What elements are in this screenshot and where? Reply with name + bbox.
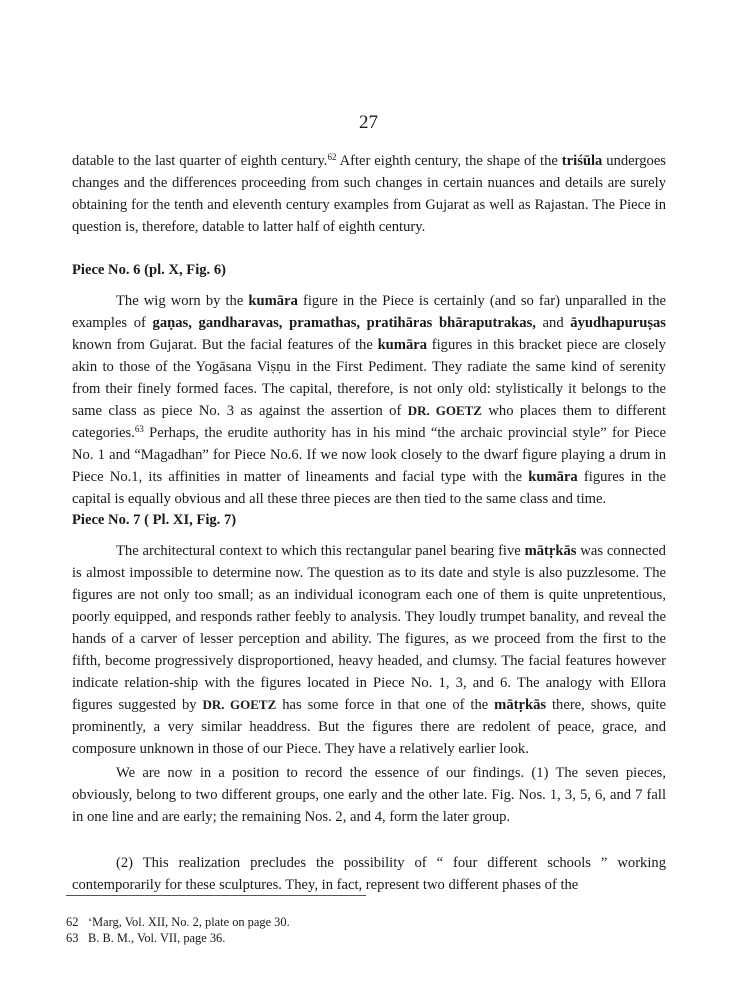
term-trisula: triśūla <box>561 153 603 169</box>
text: figures in the capital is equally obvious and all these three pieces are then tied to the same class and time. <box>72 469 667 507</box>
term-matrkas: mātṛkās <box>524 543 577 559</box>
term-kumara: kumāra <box>528 469 578 485</box>
text: there, shows, quite prominently, a very similar headdress. But the figures there are redolent of peace, grace, and composure unknown in those of our Piece. They have a relatively earlier look. <box>72 697 666 757</box>
paragraph-findings-1: We are now in a position to record the essence of our findings. (1) The seven pieces, obviously, belong to two different groups, one early and the other late. Fig. Nos. 1, 3, 5, 6, and 7 fall in one line and are early; the remaining Nos. 2, and 4, form the later group. <box>72 765 666 825</box>
text: has some force in that one of the <box>276 697 495 713</box>
text: Perhaps, the erudite authority has in his mind “the archaic provincial style” for Piece No. 1 and “Magadhan” for Piece No.6. If we now look closely to the dwarf figure playing a drum in Piece No.1, its affinities in matter of lineaments and facial type with the <box>72 425 666 485</box>
footnote-number: 62 <box>66 915 79 929</box>
author-goetz: DR. GOETZ <box>202 697 277 712</box>
text: and <box>535 315 571 331</box>
text: known from Gujarat. But the facial features of the <box>72 337 378 353</box>
text: was connected is almost impossible to determine now. The question as to its date and style is also puzzlesome. The figures are not only too small; as an individual iconogram each one of them is quite unpretentious, poorly equipped, and responds rather feebly to analysis. They loudly trumpet banality, and reveal the hands of a carver of lesser perception and ability. The figures, as we proceed from the first to the fifth, become progressively disproportioned, heavy headed, and clumsy. The facial features however indicate relation-ship with the figures located in Piece No. 1, 3, and 6. The analogy with Ellora figures suggested by <box>72 543 666 713</box>
paragraph-piece-7 <box>72 540 666 760</box>
text: figure in the Piece is certainly (and so far) unparalled in the examples of <box>72 293 666 331</box>
text: The architectural context to which this rectangular panel bearing five <box>116 543 525 559</box>
author-goetz: DR. GOETZ <box>407 403 482 418</box>
term-matrkas: mātṛkās <box>494 697 547 713</box>
paragraph-continuation <box>72 150 666 238</box>
text: After eighth century, the shape of the <box>336 153 562 169</box>
footnote-number: 63 <box>66 931 79 945</box>
section-heading-piece-6: Piece No. 6 (pl. X, Fig. 6) <box>72 262 227 278</box>
footnote-ref-62[interactable]: 62 <box>327 152 337 162</box>
text: figures in this bracket piece are closely akin to those of the Yogāsana Viṣṇu in the First Pediment. They radiate the same kind of serenity from their finely formed faces. The capital, therefore, is not only old: stylistically it belongs to the same class as piece No. 3 as against the assertion of <box>72 337 666 419</box>
paragraph-piece-6 <box>72 290 666 510</box>
footnote-63 <box>66 930 225 946</box>
text: datable to the last quarter of eighth century. <box>72 153 328 169</box>
text: The wig worn by the <box>116 293 249 309</box>
footnote-text: ‘Marg, Vol. XII, No. 2, plate on page 30. <box>88 915 290 929</box>
section-heading-piece-7: Piece No. 7 ( Pl. XI, Fig. 7) <box>72 512 237 528</box>
footnote-text: B. B. M., Vol. VII, page 36. <box>88 931 226 945</box>
page-number: 27 <box>359 112 378 133</box>
term-ayudhapurusas: āyudhapuruṣas <box>570 315 666 331</box>
footnote-62 <box>66 914 290 930</box>
paragraph-findings-2: (2) This realization precludes the possibility of “ four different schools ” working contemporarily for these sculptures. They, in fact, represent two different phases of the <box>72 855 666 893</box>
text: undergoes changes and the differences proceeding from such changes in certain nuances and details are surely obtaining for the tenth and eleventh century examples from Gujarat as well as Rajastan. The Piece in question is, therefore, datable to latter half of eighth century. <box>72 153 666 235</box>
term-kumara: kumāra <box>248 293 298 309</box>
footnote-ref-63[interactable]: 63 <box>134 424 144 434</box>
text: who places them to different categories. <box>72 403 667 441</box>
term-ganas: gaṇas, gandharavas, pramathas, pratihāras bhāraputrakas, <box>152 315 536 331</box>
term-kumara: kumāra <box>377 337 428 353</box>
footnote-divider <box>66 895 366 896</box>
